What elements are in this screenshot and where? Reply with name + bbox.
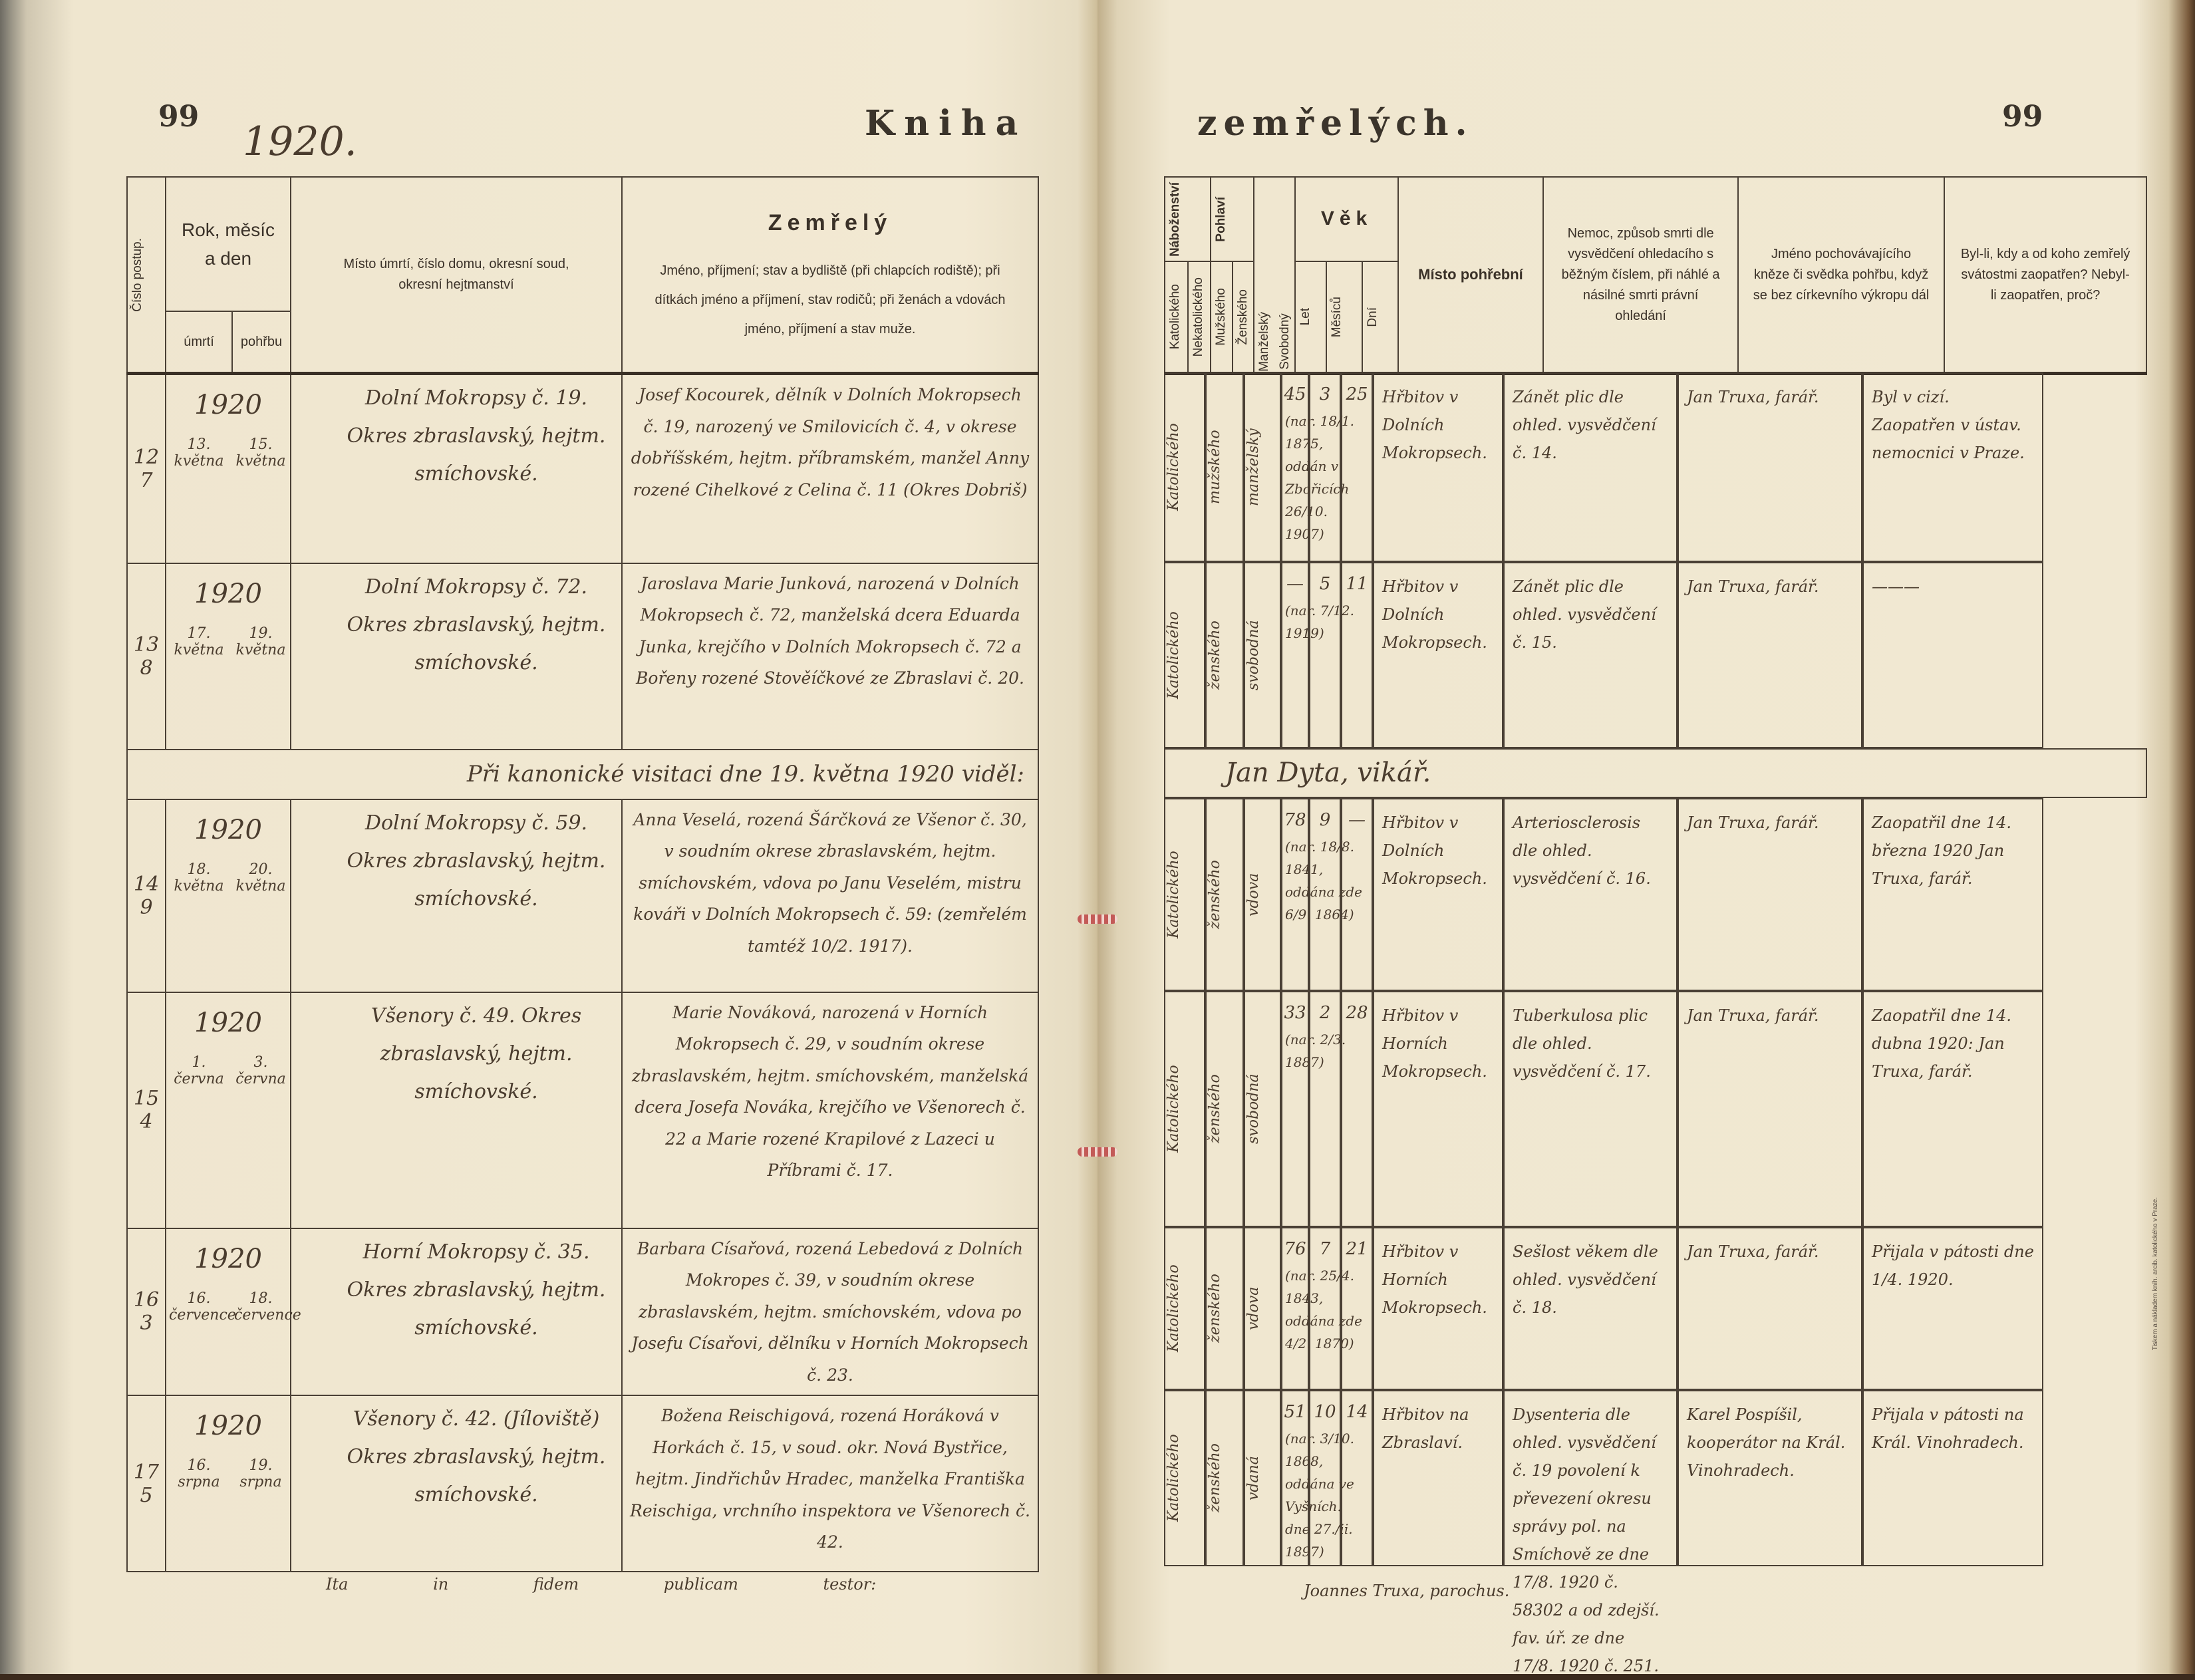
entry-priest: Jan Truxa, farář. [1678, 798, 1862, 991]
entry-disease: Zánět plic dle ohled. vysvědčení č. 14. [1503, 372, 1678, 562]
entry-priest: Jan Truxa, farář. [1678, 372, 1862, 562]
entry-status: vdova [1244, 798, 1281, 991]
title-left: Kniha [865, 103, 1028, 144]
right-entry-row-16 [1164, 1227, 2147, 1390]
entry-sex: ženského [1205, 1227, 1244, 1390]
entry-age-days: 11 [1341, 562, 1373, 748]
entry-sacraments: Byl v cizí. Zaopatřen v ústav. nemocnici v Praze. [1862, 372, 2043, 562]
entry-disease: Dysenteria dle ohled. vysvědčení č. 19 povolení k převezení okresu správy pol. na Smíchově ze dne 17/8. 1920 č. 58302 a od zdejší. fav. úř. ze dne 17/8. 1920 č. 251. [1503, 1390, 1678, 1566]
title-right: zemřelých. [1197, 103, 1474, 144]
entry-age-years: 78 [1281, 798, 1309, 991]
entry-age-note: (nar. 18/8. 1841, oddána zde 6/9. 1864) [1285, 839, 1362, 922]
entry-priest: Jan Truxa, farář. [1678, 1227, 1862, 1390]
burial-date: 15. května [235, 436, 286, 470]
entry-religion: Katolického [1164, 1390, 1205, 1566]
entry-place: Horní Mokropsy č. 35. Okres zbraslavský, hejtm. smíchovské. [291, 1228, 622, 1396]
entry-disease: Zánět plic dle ohled. vysvědčení č. 15. [1503, 562, 1678, 748]
left-page [0, 0, 1098, 1674]
entry-place: Všenory č. 42. (Jíloviště) Okres zbraslavský, hejtm. smíchovské. [291, 1395, 622, 1572]
footer-left: Ita in fidem publicam testor: [326, 1575, 877, 1594]
binding-stitch-lower [1078, 1147, 1117, 1157]
entry-dates: 1920 18. května 20. května [166, 799, 291, 992]
entry-disease: Arteriosclerosis dle ohled. vysvědčení č. 16. [1503, 798, 1678, 991]
entry-religion: Katolického [1164, 562, 1205, 748]
entry-status: manželský [1244, 372, 1281, 562]
entry-sex: mužského [1205, 372, 1244, 562]
entry-age-days: 14 [1341, 1390, 1373, 1566]
entry-sacraments: Přijala v pátosti na Král. Vinohradech. [1862, 1390, 2043, 1566]
visitation-note: Při kanonické visitaci dne 19. května 1920 viděl: [127, 750, 1038, 799]
right-entry-row-12 [1164, 372, 2147, 562]
entry-dates: 1920 17. května 19. května [166, 563, 291, 750]
col-burial-place-header: Místo pohřební [1398, 177, 1544, 374]
entry-dates: 1920 1. června 3. června [166, 992, 291, 1228]
left-register-table [126, 176, 1039, 1572]
col-death-header: úmrtí [166, 311, 232, 374]
entry-burial-place: Hřbitov v Dolních Mokropsech. [1373, 372, 1503, 562]
entry-religion: Katolického [1164, 798, 1205, 991]
entry-deceased: Barbara Císařová, rozená Lebedová z Dolních Mokropes č. 39, v soudním okrese zbraslavském, hejtm. smíchovském, vdova po Josefu Císařovi, dělníku v Horních Mokropsech č. 23. [622, 1228, 1038, 1396]
entry-age-note: (nar. 25/4. 1843, oddána zde 4/2. 1870) [1285, 1268, 1362, 1351]
entry-sex: ženského [1205, 1390, 1244, 1566]
entry-sex: ženského [1205, 798, 1244, 991]
col-date-header: Rok, měsíc a den [166, 177, 291, 311]
right-page-number: 99 [2002, 100, 2043, 134]
entry-burial-place: Hřbitov na Zbraslaví. [1373, 1390, 1503, 1566]
entry-age-note: (nar. 18/1. 1875, oddán v Zbořicích 26/10. 1907) [1285, 413, 1354, 542]
entry-sacraments: Přijala v pátosti dne 1/4. 1920. [1862, 1227, 2043, 1390]
visitation-row [127, 750, 1038, 799]
entry-dates: 1920 13. května 15. května [166, 374, 291, 563]
death-date: 1. června [174, 1053, 224, 1087]
right-entry-row-14 [1164, 798, 2147, 991]
col-male: Mužského [1211, 261, 1232, 374]
entry-priest: Karel Pospíšil, kooperátor na Král. Vinohradech. [1678, 1390, 1862, 1566]
entry-priest: Jan Truxa, farář. [1678, 991, 1862, 1227]
entry-age-months: 5 [1309, 562, 1341, 748]
entry-place: Dolní Mokropsy č. 19. Okres zbraslavský, hejtm. smíchovské. [291, 374, 622, 563]
entry-status: vdaná [1244, 1390, 1281, 1566]
year-heading: 1920. [243, 118, 357, 165]
death-date: 16. července [169, 1290, 236, 1324]
entry-sacraments: ——— [1862, 562, 2043, 748]
entry-deceased: Jaroslava Marie Junková, narozená v Dolních Mokropsech č. 72, manželská dcera Eduarda Junka, krejčího v Dolních Mokropsech č. 72 a Bořeny rozené Stověíčkové ze Zbraslavi č. 20. [622, 563, 1038, 750]
death-date: 17. května [174, 625, 224, 658]
death-date: 13. května [174, 436, 224, 470]
entry-row-12 [127, 374, 1038, 563]
entry-number: 14 9 [127, 799, 166, 992]
right-register-table [1164, 176, 2147, 375]
burial-date: 19. května [235, 625, 286, 658]
entry-age-years: 33 [1281, 991, 1309, 1227]
entry-deceased: Josef Kocourek, dělník v Dolních Mokropsech č. 19, narozený ve Smilovicích č. 4, v okrese dobříšském, hejtm. příbramském, manžel Anny rozené Cihelkové z Celina č. 11 (Okres Dobriš) [622, 374, 1038, 563]
burial-date: 19. srpna [239, 1457, 282, 1490]
entry-number: 16 3 [127, 1228, 166, 1396]
entry-age-years: — [1281, 562, 1309, 748]
death-date: 18. května [174, 861, 224, 895]
entry-age-months: 7 [1309, 1227, 1341, 1390]
col-priest-header: Jméno pochovávajícího kněze či svědka pohřbu, když se bez církevního výkropu dál [1738, 177, 1944, 374]
entry-disease: Tuberkulosa plic dle ohled. vysvědčení č. 17. [1503, 991, 1678, 1227]
col-status-header: Manželský Svobodný [1254, 177, 1296, 374]
col-months: Měsíců [1326, 261, 1362, 374]
col-catholic: Katolického [1165, 261, 1188, 374]
entry-burial-place: Hřbitov v Dolních Mokropsech. [1373, 562, 1503, 748]
deceased-desc: Jméno, příjmení; stav a bydliště (při chlapcích rodiště); při dítkách jméno a příjmení, stav rodičů; při ženách a vdovách jméno, příjmení a stav muže. [655, 263, 1006, 337]
printer-note: Tiskem a nákladem kníh. arcib. katolického v Praze. [2152, 1197, 2159, 1351]
col-noncatholic: Nekatolického [1188, 261, 1211, 374]
entry-place: Dolní Mokropsy č. 59. Okres zbraslavský, hejtm. smíchovské. [291, 799, 622, 992]
col-number-header: Číslo postup. [127, 177, 166, 374]
entry-religion: Katolického [1164, 991, 1205, 1227]
entry-burial-place: Hřbitov v Horních Mokropsech. [1373, 1227, 1503, 1390]
entry-place: Všenory č. 49. Okres zbraslavský, hejtm. smíchovské. [291, 992, 622, 1228]
binding-stitch-upper [1078, 914, 1117, 924]
entry-age-months: 3 [1309, 372, 1341, 562]
col-place-header: Místo úmrtí, číslo domu, okresní soud, okresní hejtmanství [291, 177, 622, 374]
right-entry-row-15 [1164, 991, 2147, 1227]
col-sex-header: Pohlaví [1211, 177, 1254, 261]
entry-row-14 [127, 799, 1038, 992]
col-female: Ženského [1233, 261, 1254, 374]
col-days: Dní [1362, 261, 1398, 374]
entry-religion: Katolického [1164, 1227, 1205, 1390]
burial-date: 18. července [234, 1290, 301, 1324]
footer-right: Joannes Truxa, parochus. [1304, 1582, 1510, 1600]
entry-number: 17 5 [127, 1395, 166, 1572]
right-page [1098, 0, 2195, 1674]
col-age-header: Věk [1295, 177, 1397, 261]
right-entry-row-13 [1164, 562, 2147, 748]
entry-dates: 1920 16. srpna 19. srpna [166, 1395, 291, 1572]
col-burial-header: pohřbu [232, 311, 291, 374]
entry-age-days: 25 [1341, 372, 1373, 562]
entry-deceased: Božena Reischigová, rozená Horáková v Horkách č. 15, v soud. okr. Nová Bystřice, hejtm. Jindřichův Hradec, manželka Františka Reischiga, vrchního inspektora ve Všenorech č. 42. [622, 1395, 1038, 1572]
entry-number: 12 7 [127, 374, 166, 563]
entry-burial-place: Hřbitov v Horních Mokropsech. [1373, 991, 1503, 1227]
entry-row-17 [127, 1395, 1038, 1572]
entry-priest: Jan Truxa, farář. [1678, 562, 1862, 748]
entry-dates: 1920 16. července 18. července [166, 1228, 291, 1396]
entry-age-days: 21 [1341, 1227, 1373, 1390]
entry-place: Dolní Mokropsy č. 72. Okres zbraslavský, hejtm. smíchovské. [291, 563, 622, 750]
col-religion-header: Náboženství [1165, 177, 1211, 261]
col-sacraments-header: Byl-li, kdy a od koho zemřelý svátostmi zaopatřen? Nebyl-li zaopatřen, proč? [1944, 177, 2146, 374]
entry-row-16 [127, 1228, 1038, 1396]
burial-date: 20. května [235, 861, 286, 895]
entry-age-days: — [1341, 798, 1373, 991]
entry-religion: Katolického [1164, 372, 1205, 562]
entry-age-months: 2 [1309, 991, 1341, 1227]
entry-deceased: Marie Nováková, narozená v Horních Mokropsech č. 29, v soudním okrese zbraslavském, hejtm. smíchovském, manželská dcera Josefa Nováka, krejčího ve Všenorech č. 22 a Marie rozené Krapilové z Lazeci u Příbrami č. 17. [622, 992, 1038, 1228]
death-date: 16. srpna [178, 1457, 220, 1490]
entry-status: svobodná [1244, 991, 1281, 1227]
entry-status: svobodná [1244, 562, 1281, 748]
entry-age-years: 45 [1281, 372, 1309, 562]
entry-deceased: Anna Veselá, rozená Šárčková ze Všenor č. 30, v soudním okrese zbraslavském, hejtm. smíchovském, vdova po Janu Veselém, mistru kováři v Dolních Mokropsech č. 59: (zemřelém tamtéž 10/2. 1917). [622, 799, 1038, 992]
entry-row-15 [127, 992, 1038, 1228]
entry-burial-place: Hřbitov v Dolních Mokropsech. [1373, 798, 1503, 991]
deceased-title: Zemřelý [768, 210, 893, 235]
entry-status: vdova [1244, 1227, 1281, 1390]
entry-age-years: 51 [1281, 1390, 1309, 1566]
entry-age-months: 10 [1309, 1390, 1341, 1566]
visitation-note-right: Jan Dyta, vikář. [1164, 748, 2147, 798]
entry-row-13 [127, 563, 1038, 750]
entry-age-note: (nar. 2/3. 1887) [1285, 1032, 1346, 1070]
entry-number: 15 4 [127, 992, 166, 1228]
left-page-number: 99 [158, 100, 200, 134]
entry-age-days: 28 [1341, 991, 1373, 1227]
entry-disease: Sešlost věkem dle ohled. vysvědčení č. 18. [1503, 1227, 1678, 1390]
entry-age-years: 76 [1281, 1227, 1309, 1390]
burial-date: 3. června [235, 1053, 286, 1087]
entry-age-note: (nar. 3/10. 1868, oddána ve Vyšních. dne 27./ii. 1897) [1285, 1431, 1354, 1560]
entry-sex: ženského [1205, 991, 1244, 1227]
entry-sex: ženského [1205, 562, 1244, 748]
col-disease-header: Nemoc, způsob smrti dle vysvědčení ohledacího s běžným číslem, při náhlé a násilné smrti právní ohledání [1543, 177, 1738, 374]
entry-age-months: 9 [1309, 798, 1341, 991]
col-years: Let [1295, 261, 1326, 374]
col-deceased-header [622, 177, 1038, 374]
entry-sacraments: Zaopatřil dne 14. dubna 1920: Jan Truxa, farář. [1862, 991, 2043, 1227]
entry-age-note: (nar. 7/12. 1919) [1285, 603, 1354, 641]
entry-sacraments: Zaopatřil dne 14. března 1920 Jan Truxa, farář. [1862, 798, 2043, 991]
entry-number: 13 8 [127, 563, 166, 750]
